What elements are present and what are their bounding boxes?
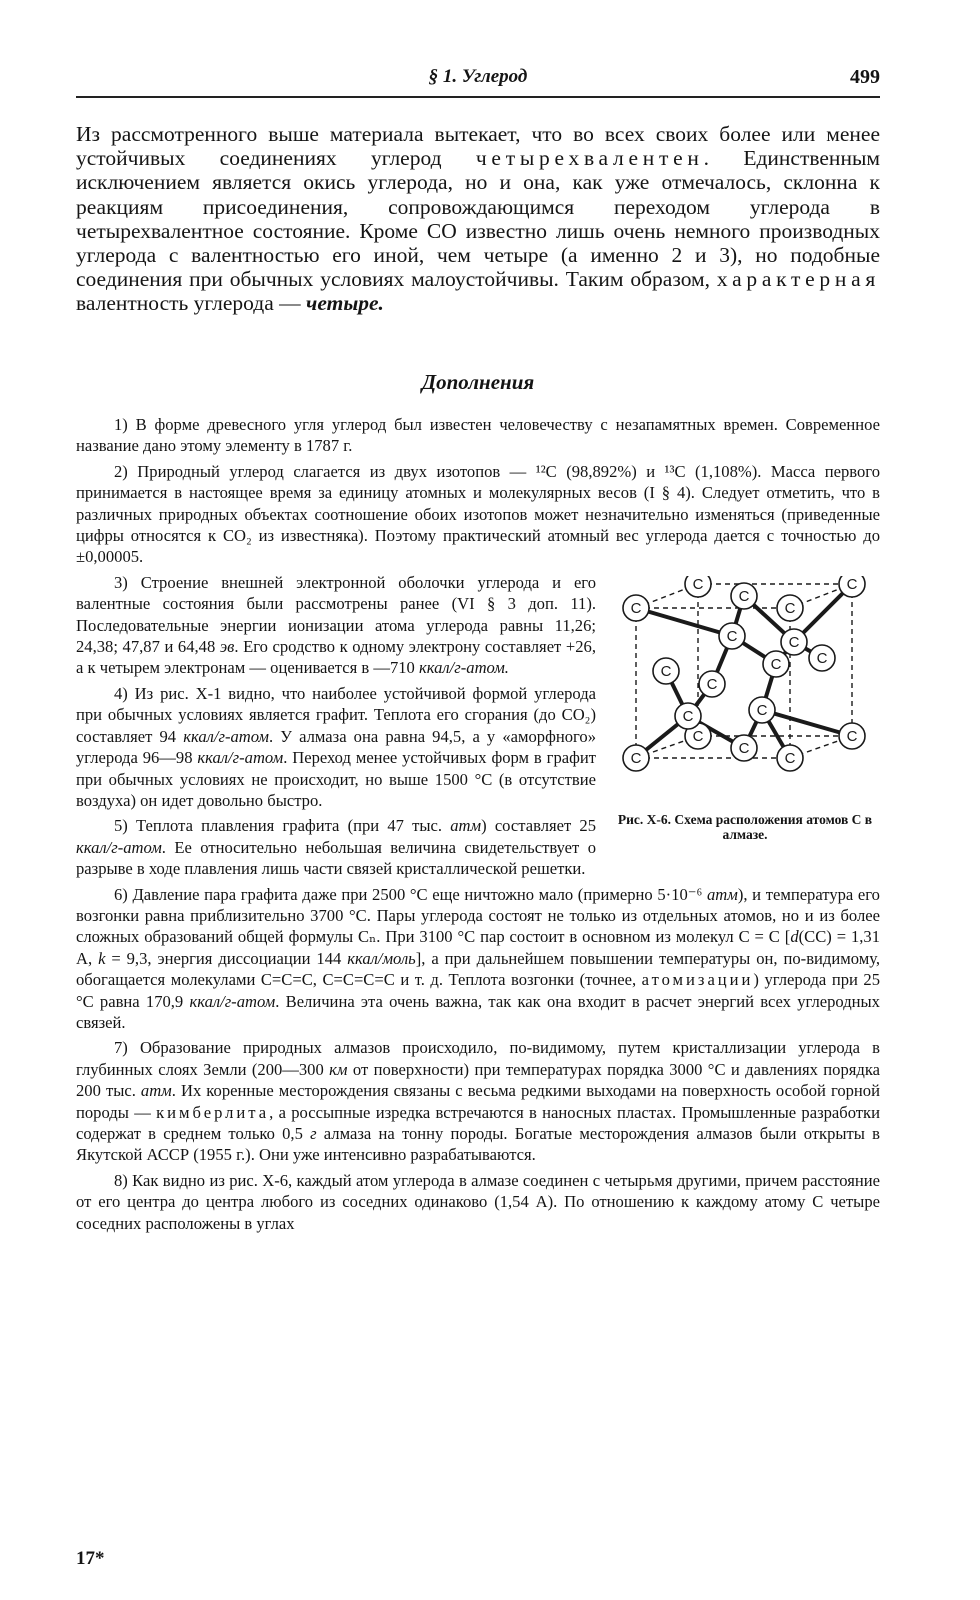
main-text-part: валентность углерода — — [76, 291, 307, 316]
carbon-atom — [731, 735, 757, 761]
carbon-atom — [719, 623, 745, 649]
note-text: ) углерода при 25 °C равна 170,9 — [76, 970, 880, 1011]
page-number: 499 — [850, 66, 880, 88]
atom-label: C — [692, 575, 704, 593]
unit-text: атм — [706, 884, 738, 904]
unit-text: ккал/г-атом — [197, 748, 284, 768]
emphasis-characteristic: характерная — [716, 267, 880, 292]
carbon-atom — [731, 583, 757, 609]
atom-label: C — [816, 649, 828, 667]
running-title: § 1. Углерод — [428, 66, 528, 87]
carbon-atom — [781, 629, 807, 655]
unit-text: км — [329, 1059, 348, 1079]
section-title: Дополнения — [421, 370, 535, 394]
atom-label: C — [726, 627, 738, 645]
atom-label: C — [660, 662, 672, 680]
atom-label: C — [770, 655, 782, 673]
atom-label: C — [692, 727, 704, 745]
emphasis-four: четыре. — [306, 291, 384, 316]
main-text-part: Из рассмотренного выше материала вытекает, что во всех своих более или менее устойчивых соединениях углерод — [76, 122, 880, 171]
signature-mark: 17* — [76, 1548, 105, 1569]
main-text-part: . Единственным исключением является окись углерода, но и она, как уже отмечалось, склонна к реакциям присоединения, сопровождающимся переходом углерода в четырехвалентное состояние. Кроме CO известно лишь очень немного производных углерода с валентностью его иной, чем четыре (а именно 2 и 3), но подобные соединения при обычных условиях малоустойчивы. Таким образом, — [76, 146, 880, 292]
note-text: = 9,3, энергия диссоциации 144 — [105, 948, 348, 968]
atom-label: C — [846, 575, 858, 593]
note-text: ) составляет 25 — [481, 816, 597, 836]
carbon-atom — [685, 576, 711, 597]
carbon-atom — [777, 595, 803, 621]
atom-label: C — [788, 633, 800, 651]
main-paragraph — [76, 122, 880, 316]
carbon-atom — [839, 576, 865, 597]
note-2: 2) Природный углерод слагается из двух изотопов — ¹²C (98,892%) и ¹³C (1,108%). Масса первого принимается в настоящее время за единицу атомных и молекулярных весов (I § 4). Следует отметить, что в различных природных объектах соотношение обоих изотопов может незначительно изменяться (приведенные цифры относятся к CO₂ из известняка). Поэтому практический атомный вес углерода дается с точностью до ±0,00005. — [76, 461, 880, 567]
page-header — [76, 62, 880, 98]
unit-text: ккал/г-атом — [183, 726, 270, 746]
atom-label: C — [784, 599, 796, 617]
carbon-atom — [763, 651, 789, 677]
note-1: 1) В форме древесного угля углерод был известен человечеству с незапамятных времен. Современное название дано этому элементу в 1787 г. — [76, 415, 880, 456]
note-text: , а россыпные изредка встречаются в наносных пластах. Промышленные разработки содержат в среднем только 0,5 — [76, 1102, 881, 1143]
note-text: . Величина эта очень важна, так как она входит в расчет энергий всех углеродных связей. — [76, 991, 880, 1032]
note-text: . Их коренные месторождения связаны с весьма редкими выходами на поверхность особой горной породы — — [76, 1081, 880, 1122]
unit-text: г — [310, 1124, 317, 1143]
note-text: алмаза на тонну породы. Богатые месторождения алмазов были открыты в Якутской АССР (1955 г.). Они уже интенсивно разрабатываются. — [76, 1124, 881, 1165]
note-text: 4) Из рис. X-1 видно, что наиболее устойчивой формой углерода при обычных условиях является графит. Теплота его сгорания (до CO₂) составляет 94 — [76, 683, 596, 746]
carbon-atom — [623, 745, 649, 771]
atom-label: C — [706, 675, 718, 693]
note-8: 8) Как видно из рис. X-6, каждый атом углерода в алмазе соединен с четырьмя другими, причем расстояние от его центра до центра любого из соседних одинаково (1,54 A). По отношению к каждому атому C четыре соседних расположены в углах — [76, 1170, 880, 1233]
carbon-atom — [699, 671, 725, 697]
atom-label: C — [756, 701, 768, 719]
note-7 — [76, 1037, 880, 1165]
unit-text: атм — [450, 816, 482, 836]
unit-text: эв — [219, 637, 235, 657]
note-text: . Его сродство к одному электрону составляет +26, а к четырем электронам — оценивается в —710 — [76, 637, 596, 678]
emphasis-atomization: атомизации — [641, 970, 754, 990]
note-text: ], а при дальнейшем повышении температуры он, по-видимому, обогащается молекулами C=C=C, C=C=C=C и т. д. Теплота возгонки (точнее, — [76, 948, 881, 990]
atom-label: C — [682, 707, 694, 725]
atom-label: C — [846, 727, 858, 745]
diamond-lattice-diagram — [614, 576, 876, 808]
emphasis-kimberlite: кимберлита — [156, 1102, 270, 1122]
note-text: (CC) = 1,31 A, — [76, 927, 880, 968]
note-text: 3) Строение внешней электронной оболочки углерода и его валентные состояния были рассмотрены ранее (VI § 3 доп. 11). Последовательные энергии ионизации атома углерода равны 11,26; 24,38; 47,87 и 64,48 — [76, 572, 596, 657]
note-text: 6) Давление пара графита даже при 2500 °C еще ничтожно мало (примерно 5·10⁻⁶ — [114, 884, 707, 904]
note-text: . Ее относительно небольшая величина свидетельствует о разрыве в ходе плавления лишь части связей кристаллической решетки. — [76, 837, 596, 879]
notes-section — [76, 414, 880, 1238]
unit-text: атм — [140, 1081, 172, 1101]
symbol-text: d — [790, 927, 799, 947]
note-text: от поверхности) при температурах порядка 3000 °C и давлениях порядка 200 тыс. — [76, 1059, 880, 1101]
atom-label: C — [630, 749, 642, 767]
carbon-atom — [653, 658, 679, 684]
atom-label: C — [738, 739, 750, 757]
carbon-atom — [809, 645, 835, 671]
note-text: ), и температура его возгонки равна приблизительно 3700 °C. Пары углерода состоят не только из отдельных атомов, но и из более сложных образований общей формулы Cₙ. При 3100 °C пар состоит в основном из молекул C = C [ — [76, 884, 880, 947]
note-6 — [76, 884, 880, 1034]
carbon-atom — [749, 697, 775, 723]
unit-text: ккал/г-атом — [189, 991, 276, 1011]
atom-label: C — [784, 749, 796, 767]
atom-label: C — [630, 599, 642, 617]
symbol-text: k — [98, 948, 106, 968]
note-text: 7) Образование природных алмазов происходило, по-видимому, путем кристаллизации углерода в глубинных слоях Земли (200—300 — [76, 1038, 880, 1079]
unit-text: ккал/г-атом — [76, 837, 162, 857]
carbon-atom — [839, 723, 865, 749]
figure-caption: Рис. X-6. Схема расположения атомов C в алмазе. — [617, 811, 873, 842]
diamond-figure — [610, 576, 880, 842]
note-text: . Переход менее устойчивых форм в графит при обычных условиях не происходит, но выше 1500 °C (в отсутствие воздуха) он идет довольно быстро. — [76, 748, 596, 810]
carbon-atom — [675, 703, 701, 729]
carbon-atom — [623, 595, 649, 621]
unit-text: ккал/г-атом. — [419, 658, 509, 678]
note-text: 5) Теплота плавления графита (при 47 тыс. — [114, 816, 451, 836]
emphasis-tetravalent: четырехвалентен — [475, 146, 704, 171]
bond-line — [636, 608, 732, 636]
unit-text: ккал/моль — [347, 948, 416, 968]
carbon-atom — [777, 745, 803, 771]
atom-label: C — [738, 587, 750, 605]
note-text: . У алмаза она равна 94,5, а у «аморфного» углерода 96—98 — [76, 726, 597, 768]
